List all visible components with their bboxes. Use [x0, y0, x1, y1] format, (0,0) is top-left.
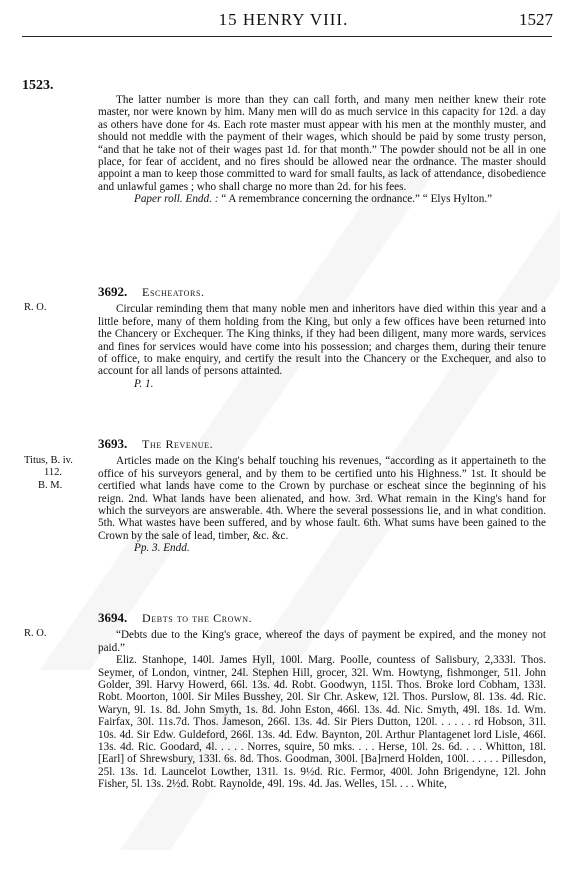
entry-text: “Debts due to the King's grace, whereof the days of payment be expired, and the money not paid.” — [98, 629, 546, 654]
entry-3692-margin — [24, 302, 88, 314]
entry-3693 — [98, 438, 546, 555]
entry-heading — [98, 286, 546, 299]
margin-source: Titus, B. iv. — [24, 455, 73, 466]
margin-source: R. O. — [24, 302, 47, 313]
entry-text: Articles made on the King's behalf touching his revenues, “according as it appertaineth to the office of his surveyors general, and by them to be certified unto his Highness.” 1st. It should be certified what lands have come to the Crown by purchase or escheat since the beginning of his reign. 2nd. What lands have been alienated, and how. 3rd. What remain in the King's hand for which the surveyors are answerable. 4th. Where the several possessions lie, and in what condition. 5th. What wastes have been suffered, and by whose fault. 6th. What sums have been gained to the Crown by the sale of lead, timber, &c. &c. — [98, 455, 546, 542]
reference-label: Paper roll. Endd. : — [134, 193, 219, 206]
page-number: 1527 — [519, 10, 553, 29]
entry-3694-margin — [24, 628, 88, 640]
entry-reference: Pp. 3. Endd. — [134, 542, 190, 555]
entry-reference: P. 1. — [134, 377, 154, 390]
reference-text: “ A remembrance concerning the ordnance.” “ Elys Hylton.” — [221, 193, 493, 206]
entry-heading — [98, 438, 546, 451]
regnal-title: 15 HENRY VIII. — [218, 10, 349, 29]
entry-title: Debts to the Crown. — [142, 611, 253, 625]
continuation-text: The latter number is more than they can call forth, and many men neither knew their rote master, nor were known by him. Many men will do as much service in this capacity for 12d. a day as others have done for 4s. Each rote master must appear with his men at the monthly muster, and should not meddle with the payment of their wages, which should be paid by some trusty person, “and that he take not of their wages past 1d. for that month.” The powder should not be all in one place, for fear of accident, and no fires should be allowed near the ordnance. The master should appoint a man to keep those committed to ward for small faults, as lack of attendance, disobedience and unlawful games ; who shall charge no more than 2d. for his fees. — [98, 94, 546, 193]
running-head — [0, 8, 567, 32]
continuation-reference — [98, 193, 546, 205]
entry-3692 — [98, 286, 546, 390]
entry-heading — [98, 612, 546, 625]
margin-repository: B. M. — [38, 479, 63, 491]
entry-3693-margin — [24, 455, 88, 492]
year-label: 1523. — [22, 78, 54, 93]
debtor-list: Eliz. Stanhope, 140l. James Hyll, 100l. Marg. Poolle, countess of Salisbury, 2,333l. Thos. Seymer, of London, vintner, 24l. Stephen Hill, grocer, 32l. Wm. Howtyng, fishmonger, 51l. John Golder, 39l. Harvy Howerd, 66l. 13s. 4d. Robt. Goodwyn, 115l. Thos. Broke lord Cobham, 133l. Robt. Moorton, 100l. Sir Miles Busshey, 20l. Sir Chr. Askew, 12l. Thos. Purslow, 8l. 13s. 4d. Ric. Waryn, 9l. 1s. 8d. John Smyth, 1s. 8d. John Eston, 466l. 13s. 4d. Nic. Smyth, 49l. 18s. 1d. Wm. Fairfax, 30l. 11s.7d. Thos. Jameson, 266l. 13s. 4d. Sir Piers Dutton, 120l. . . . . . rd Hobson, 31l. 10s. 4d. Sir Edw. Guldeford, 266l. 13s. 4d. Edw. Baynton, 20l. Arthur Plantagenet lord Lisle, 466l. 13s. 4d. Ric. Goodard, 4l. . . . . Norres, squire, 50 mks. . . . Herse, 10l. 2s. 6d. . . . Whitton, 18l. [Earl] of Shrewsbury, 133l. 6s. 8d. Thos. Goodman, 300l. [Ba]rnerd Holden, 100l. . . . . . Pillesdon, 25l. 13s. 1d. Launcelot Lowther, 131l. 1s. 9½d. Ric. Fermor, 400l. John Brigendyne, 12l. John Fisher, 5l. 13s. 2½d. Robt. Raynolde, 49l. 19s. 4d. Jas. Welles, 15l. . . . White, — [98, 654, 546, 791]
margin-source: R. O. — [24, 628, 47, 639]
entry-text: Circular reminding them that many noble men and inheritors have died within this year and a little before, many of them holding from the King, but only a few offices have been returned into the Chancery or Exchequer. The King thinks, if they had been diligent, many more wards, services and fines for services would have come into his possession; and charges them, during their tenure of office, to make enquiry, and certify the result into the Chancery or the Exchequer, and also to account for all lands of persons attainted. — [98, 303, 546, 378]
entry-number: 3693. — [98, 436, 128, 451]
margin-folio: 112. — [44, 467, 62, 479]
continuation-block — [98, 94, 546, 206]
entry-title: Escheators. — [142, 285, 205, 299]
entry-number: 3692. — [98, 284, 128, 299]
entry-3694 — [98, 612, 546, 791]
entry-title: The Revenue. — [142, 437, 214, 451]
header-rule — [22, 36, 552, 37]
entry-number: 3694. — [98, 610, 128, 625]
